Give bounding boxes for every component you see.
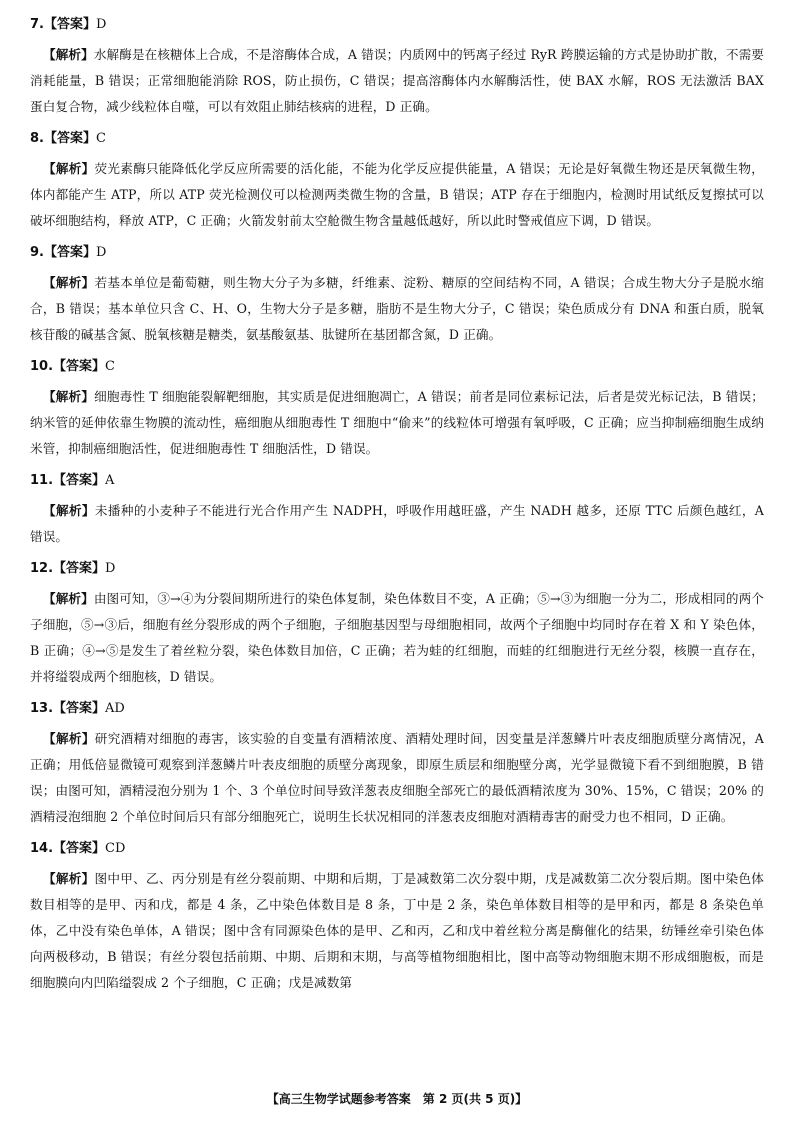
question-9 — [30, 242, 764, 348]
question-14 — [30, 838, 764, 996]
question-number: 11. — [30, 473, 54, 488]
explanation-tag: 【解析】 — [43, 871, 95, 886]
answer-line — [30, 14, 764, 36]
explanation-text: 细胞毒性 T 细胞能裂解靶细胞，其实质是促进细胞凋亡，A 错误；前者是同位素标记法，后者是荧光标记法，B 错误；纳米管的延伸依靠生物膜的流动性，癌细胞从细胞毒性 T 细胞中“偷来”的线粒体可增强有氧呼吸，C 正确；应当抑制癌细胞生成纳米管，抑制癌细胞活性，促进细胞毒性 T 细胞活性，D 错误。 — [30, 389, 764, 456]
explanation-text: 研究酒精对细胞的毒害，该实验的自变量有酒精浓度、酒精处理时间，因变量是洋葱鳞片叶表皮细胞质壁分离情况，A 正确；用低倍显微镜可观察到洋葱鳞片叶表皮细胞的质壁分离现象，即原生质层和细胞壁分离，光学显微镜下看不到细胞膜，B 错误；由图可知，酒精浸泡分别为 1 个、3 个单位时间导致洋葱表皮细胞全部死亡的最低酒精浓度为 30%、15%，C 错误；20% 的酒精浸泡细胞 2 个单位时间后只有部分细胞死亡，说明生长状况相同的洋葱表皮细胞对酒精毒害的耐受力也不相同，D 正确。 — [30, 731, 765, 824]
question-number: 12. — [30, 561, 54, 576]
question-number: 13. — [30, 701, 54, 716]
answer-line — [30, 470, 764, 492]
question-number: 9. — [30, 245, 44, 260]
answer-tag: 【答案】 — [53, 561, 106, 576]
answer-value: CD — [105, 841, 126, 856]
question-number: 7. — [30, 17, 44, 32]
question-8 — [30, 128, 764, 234]
answer-tag: 【答案】 — [43, 131, 96, 146]
explanation-tag: 【解析】 — [43, 275, 95, 290]
answer-line — [30, 698, 764, 720]
answer-tag: 【答案】 — [43, 17, 96, 32]
explanation — [30, 270, 764, 348]
explanation — [30, 586, 764, 690]
answer-value: C — [96, 131, 106, 146]
explanation-text: 水解酶是在核糖体上合成，不是溶酶体合成，A 错误；内质网中的钙离子经过 RyR 跨膜运输的方式是协助扩散，不需要消耗能量，B 错误；正常细胞能消除 ROS，防止损伤，C 错误；提高溶酶体内水解酶活性，使 BAX 水解，ROS 无法激活 BAX 蛋白复合物，减少线粒体自噬，可以有效阻止肺结核病的进程，D 正确。 — [30, 47, 765, 114]
answer-value: D — [105, 561, 116, 576]
question-10 — [30, 356, 764, 462]
explanation-tag: 【解析】 — [43, 389, 95, 404]
explanation — [30, 866, 764, 996]
question-11 — [30, 470, 764, 550]
question-13 — [30, 698, 764, 830]
answer-line — [30, 838, 764, 860]
answer-value: D — [96, 245, 107, 260]
explanation-text: 由图可知，③→④为分裂间期所进行的染色体复制，染色体数目不变，A 正确；⑤→③为细胞一分为二，形成相同的两个子细胞，⑤→③后，细胞有丝分裂形成的两个子细胞，子细胞基因型与母细胞相同，故两个子细胞中均同时存在着 X 和 Y 染色体，B 正确；④→⑤是发生了着丝粒分裂，染色体数目加倍，C 正确；若为蛙的红细胞，而蛙的红细胞进行无丝分裂，核膜一直存在，并将缢裂成两个细胞核，D 错误。 — [30, 591, 764, 684]
explanation-tag: 【解析】 — [43, 47, 94, 62]
answer-line — [30, 356, 764, 378]
answer-tag: 【答案】 — [53, 473, 106, 488]
answer-line — [30, 242, 764, 264]
question-7 — [30, 14, 764, 120]
explanation-tag: 【解析】 — [43, 161, 95, 176]
answer-tag: 【答案】 — [53, 841, 106, 856]
answer-value: A — [105, 473, 115, 488]
answer-value: D — [96, 17, 107, 32]
explanation — [30, 384, 764, 462]
answer-value: AD — [105, 701, 125, 716]
explanation-text: 未播种的小麦种子不能进行光合作用产生 NADPH，呼吸作用越旺盛，产生 NADH 越多，还原 TTC 后颜色越红，A 错误。 — [30, 503, 764, 544]
explanation-tag: 【解析】 — [43, 591, 94, 606]
question-number: 8. — [30, 131, 44, 146]
answer-value: C — [105, 359, 115, 374]
explanation — [30, 498, 764, 550]
answer-tag: 【答案】 — [53, 359, 106, 374]
explanation-text: 图中甲、乙、丙分别是有丝分裂前期、中期和后期，丁是减数第二次分裂中期，戊是减数第二次分裂后期。图中染色体数目相等的是甲、丙和戊，都是 4 条，乙中染色体数目是 8 条，丁中是 2 条，染色单体数目相等的是甲和丙，都是 8 条染色单体，乙中没有染色单体，A 错误；图中含有同源染色体的是甲、乙和丙，乙和戊中着丝粒分离是酶催化的结果，纺锤丝牵引染色体向两极移动，B 错误；有丝分裂包括前期、中期、后期和末期，与高等植物细胞相比，图中高等动物细胞末期不形成细胞板，而是细胞膜向内凹陷缢裂成 2 个子细胞，C 正确；戊是减数第 — [30, 871, 764, 990]
question-12 — [30, 558, 764, 690]
question-number: 14. — [30, 841, 54, 856]
explanation — [30, 726, 764, 830]
explanation-text: 荧光素酶只能降低化学反应所需要的活化能，不能为化学反应提供能量，A 错误；无论是好氧微生物还是厌氧微生物，体内都能产生 ATP，所以 ATP 荧光检测仪可以检测两类微生物的含量，B 错误；ATP 存在于细胞内，检测时用试纸反复擦拭可以破坏细胞结构，释放 ATP，C 正确；火箭发射前太空舱微生物含量越低越好，所以此时警戒值应下调，D 错误。 — [30, 161, 764, 228]
answer-line — [30, 128, 764, 150]
explanation — [30, 156, 764, 234]
explanation-text: 若基本单位是葡萄糖，则生物大分子为多糖，纤维素、淀粉、糖原的空间结构不同，A 错误；合成生物大分子是脱水缩合，B 错误；基本单位只含 C、H、O，生物大分子是多糖，脂肪不是生物大分子，C 错误；染色质成分有 DNA 和蛋白质，脱氧核苷酸的碱基含氮、脱氧核糖是糖类，氨基酸氨基、肽键所在基团都含氮，D 正确。 — [30, 275, 764, 342]
answer-tag: 【答案】 — [53, 701, 106, 716]
question-number: 10. — [30, 359, 54, 374]
explanation-tag: 【解析】 — [43, 731, 95, 746]
page-footer: 【高三生物学试题参考答案 第 2 页(共 5 页)】 — [266, 1092, 528, 1106]
explanation — [30, 42, 764, 120]
answer-line — [30, 558, 764, 580]
explanation-tag: 【解析】 — [43, 503, 95, 518]
answer-tag: 【答案】 — [43, 245, 96, 260]
